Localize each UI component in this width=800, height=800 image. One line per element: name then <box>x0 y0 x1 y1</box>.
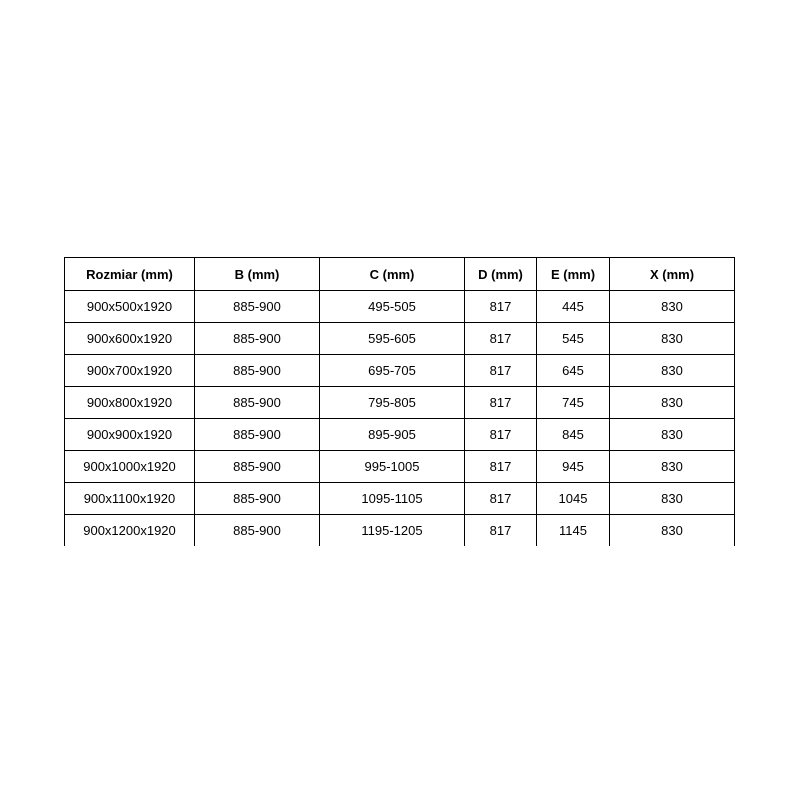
table-row <box>65 483 735 515</box>
table-cell: 900x700x1920 <box>65 355 195 387</box>
table-cell: 817 <box>465 387 537 419</box>
table-row <box>65 323 735 355</box>
table-cell: 830 <box>610 387 735 419</box>
table-cell: 830 <box>610 419 735 451</box>
table-cell: 885-900 <box>195 323 320 355</box>
table-cell: 817 <box>465 419 537 451</box>
table-cell: 817 <box>465 355 537 387</box>
header-cell-d: D (mm) <box>465 258 537 291</box>
table-cell: 830 <box>610 515 735 547</box>
table-cell: 895-905 <box>320 419 465 451</box>
table-header-row <box>65 258 735 291</box>
table-cell: 817 <box>465 483 537 515</box>
table-cell: 885-900 <box>195 387 320 419</box>
table-cell: 495-505 <box>320 291 465 323</box>
table-cell: 545 <box>537 323 610 355</box>
table-row <box>65 291 735 323</box>
table-cell: 900x1200x1920 <box>65 515 195 547</box>
table-cell: 900x1100x1920 <box>65 483 195 515</box>
dimension-table-container <box>64 257 735 546</box>
table-row <box>65 387 735 419</box>
table-cell: 1195-1205 <box>320 515 465 547</box>
table-cell: 1045 <box>537 483 610 515</box>
table-body <box>65 291 735 547</box>
header-cell-c: C (mm) <box>320 258 465 291</box>
table-cell: 900x500x1920 <box>65 291 195 323</box>
table-row <box>65 355 735 387</box>
table-cell: 817 <box>465 515 537 547</box>
table-cell: 817 <box>465 451 537 483</box>
table-cell: 830 <box>610 291 735 323</box>
table-cell: 885-900 <box>195 515 320 547</box>
table-cell: 885-900 <box>195 419 320 451</box>
table-cell: 845 <box>537 419 610 451</box>
table-cell: 595-605 <box>320 323 465 355</box>
header-cell-e: E (mm) <box>537 258 610 291</box>
table-cell: 645 <box>537 355 610 387</box>
table-cell: 900x800x1920 <box>65 387 195 419</box>
header-cell-x: X (mm) <box>610 258 735 291</box>
table-cell: 945 <box>537 451 610 483</box>
table-cell: 830 <box>610 355 735 387</box>
table-header-row-group <box>65 258 735 291</box>
table-cell: 885-900 <box>195 483 320 515</box>
table-cell: 745 <box>537 387 610 419</box>
table-row <box>65 515 735 547</box>
table-cell: 817 <box>465 323 537 355</box>
dimension-spec-table <box>64 257 735 546</box>
table-row <box>65 419 735 451</box>
table-cell: 795-805 <box>320 387 465 419</box>
table-cell: 830 <box>610 451 735 483</box>
table-cell: 995-1005 <box>320 451 465 483</box>
table-cell: 900x600x1920 <box>65 323 195 355</box>
table-cell: 900x1000x1920 <box>65 451 195 483</box>
table-cell: 900x900x1920 <box>65 419 195 451</box>
table-cell: 817 <box>465 291 537 323</box>
table-cell: 885-900 <box>195 355 320 387</box>
header-cell-b: B (mm) <box>195 258 320 291</box>
table-row <box>65 451 735 483</box>
table-cell: 445 <box>537 291 610 323</box>
table-cell: 830 <box>610 323 735 355</box>
table-cell: 1145 <box>537 515 610 547</box>
table-cell: 695-705 <box>320 355 465 387</box>
header-cell-rozmiar: Rozmiar (mm) <box>65 258 195 291</box>
table-cell: 1095-1105 <box>320 483 465 515</box>
table-cell: 885-900 <box>195 291 320 323</box>
table-cell: 830 <box>610 483 735 515</box>
table-cell: 885-900 <box>195 451 320 483</box>
